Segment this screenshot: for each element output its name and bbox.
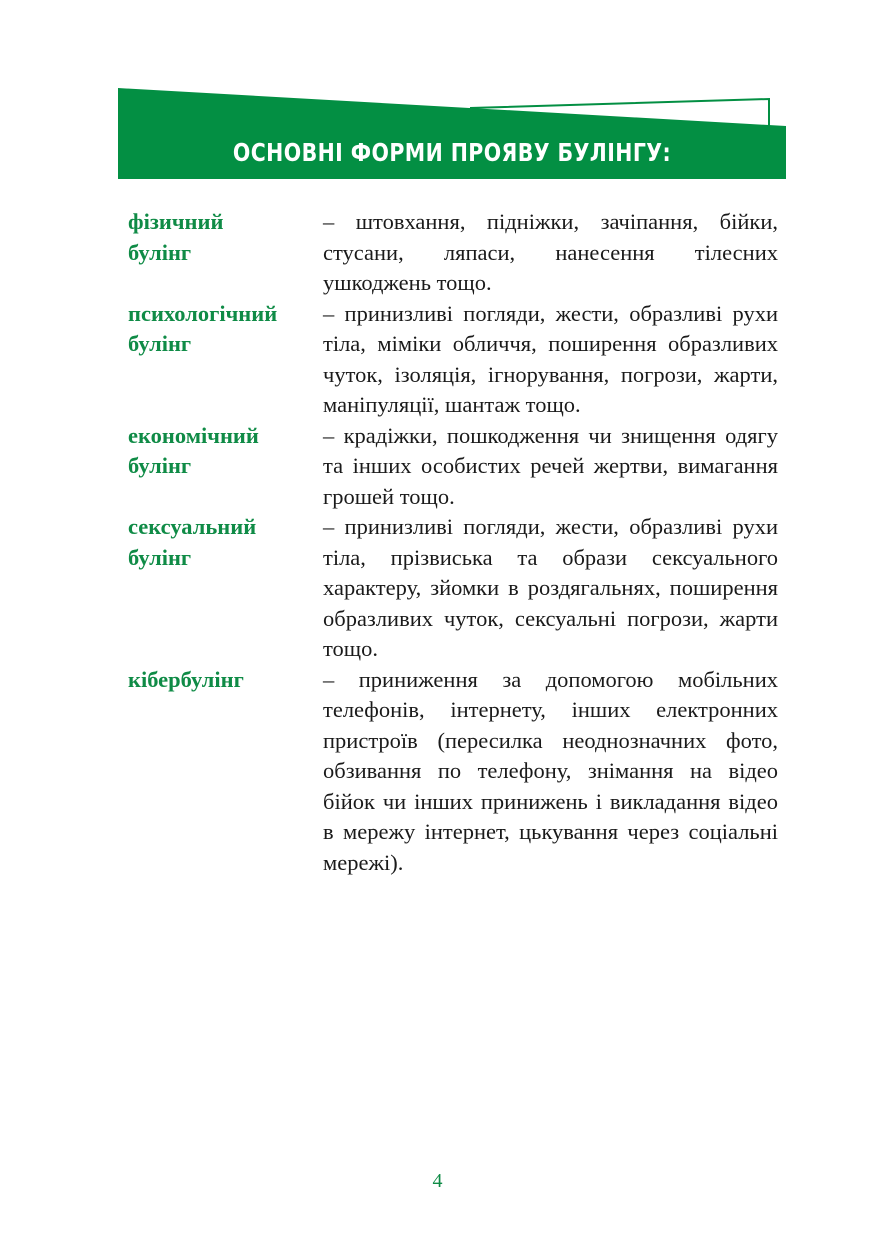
definition-entry-cyber: [128, 665, 778, 879]
definition-entry-economic: [128, 421, 778, 513]
term-description: – приниження за допомогою мобільних телефонів, інтернету, інших електронних пристроїв (пересилка неоднозначних фото, обзивання по телефону, знімання на відео бійок чи інших принижень і викладання відео в мережу інтернет, цькування через соціальні мережі).: [323, 666, 778, 875]
term: [128, 512, 323, 665]
page-number: 4: [432, 1170, 443, 1192]
term-line: фізичний: [128, 209, 224, 234]
term-description: – крадіжки, пошкодження чи знищення одягу та інших особистих речей жертви, вимагання грошей тощо.: [323, 422, 778, 509]
term-line: психологічний: [128, 300, 278, 326]
term-description: – принизливі погляди, жести, образливі рухи тіла, міміки обличчя, поширення образливих чуток, ізоляція, ігнорування, погрози, жарти, маніпуляції, шантаж тощо.: [323, 300, 778, 417]
term: [128, 665, 323, 879]
term-description: – штовхання, підніжки, зачіпання, бійки, стусани, ляпаси, нанесення тілесних ушкоджень тощо.: [323, 209, 778, 295]
term-line: економічний: [128, 422, 259, 448]
term-line: сексуальний: [128, 514, 257, 539]
term-line: булінг: [128, 544, 192, 570]
term-line: булінг: [128, 453, 192, 478]
definition-entry-physical: [128, 207, 778, 299]
term: [128, 207, 323, 299]
term: [128, 421, 323, 513]
term-line: булінг: [128, 331, 192, 356]
definitions-list: [128, 207, 778, 878]
term-description: – принизливі погляди, жести, образливі рухи тіла, прізвиська та образи сексуального характеру, зйомки в роздягальнях, поширення образливих чуток, сексуальні погрози, жарти тощо.: [323, 514, 778, 661]
page-heading: ОСНОВНІ ФОРМИ ПРОЯВУ БУЛІНГУ:: [232, 138, 672, 167]
term-line: булінг: [128, 239, 192, 265]
term-line: кібербулінг: [128, 666, 244, 692]
title-banner: [0, 0, 875, 200]
definition-entry-sexual: [128, 512, 778, 665]
term: [128, 299, 323, 421]
definition-entry-psychological: [128, 299, 778, 421]
